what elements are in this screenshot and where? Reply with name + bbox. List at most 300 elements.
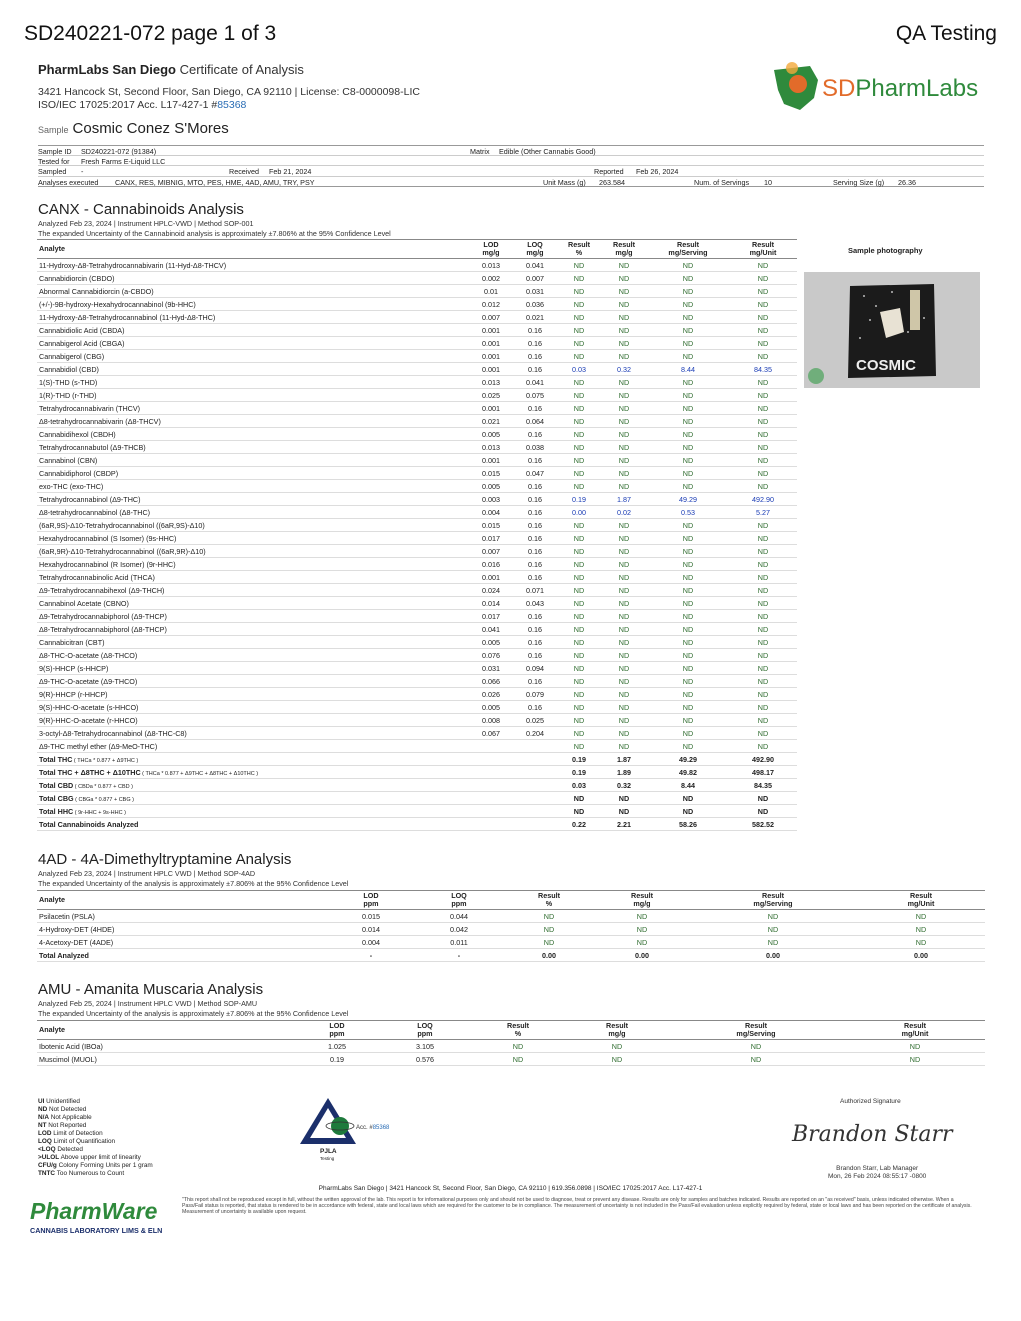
analyte-name: Psilacetin (PSLA)	[37, 910, 327, 923]
result-cell: ND	[557, 376, 601, 389]
total-value: ND	[601, 792, 647, 805]
result-cell: 0.043	[513, 597, 557, 610]
result-cell: 0.079	[513, 688, 557, 701]
total-value: 498.17	[729, 766, 797, 779]
reported-date: Feb 26, 2024	[636, 167, 679, 176]
analyte-name: Ibotenic Acid (IBOa)	[37, 1040, 293, 1053]
result-cell: 0.19	[293, 1053, 381, 1066]
sample-photography-label: Sample photography	[848, 246, 923, 255]
result-cell: ND	[601, 701, 647, 714]
table-row	[37, 298, 797, 311]
total-value: 1.89	[601, 766, 647, 779]
result-cell: ND	[647, 623, 729, 636]
result-cell: ND	[601, 571, 647, 584]
result-cell: 0.32	[601, 363, 647, 376]
total-label: Total CBD ( CBDa * 0.877 + CBD )	[37, 779, 469, 792]
page-title: SD240221-072 page 1 of 3	[24, 22, 277, 45]
legend-item: >ULOL Above upper limit of linearity	[38, 1154, 141, 1161]
result-cell: 0.16	[513, 636, 557, 649]
result-cell: ND	[601, 545, 647, 558]
result-cell: ND	[557, 545, 601, 558]
result-cell: ND	[729, 584, 797, 597]
num-servings: 10	[764, 177, 772, 187]
column-header: Result mg/g	[601, 240, 647, 259]
total-value: 0.22	[557, 818, 601, 831]
result-cell: 0.075	[513, 389, 557, 402]
result-cell: 0.008	[469, 714, 513, 727]
result-cell: ND	[729, 454, 797, 467]
column-header: LOQ ppm	[381, 1021, 469, 1040]
matrix: Edible (Other Cannabis Good)	[499, 147, 596, 156]
result-cell: ND	[647, 454, 729, 467]
result-cell: ND	[647, 610, 729, 623]
result-cell: 0.013	[469, 259, 513, 272]
total-formula: ( THCa * 0.877 + Δ9THC )	[72, 757, 139, 764]
result-cell: ND	[557, 714, 601, 727]
result-cell: ND	[729, 688, 797, 701]
result-cell: 0.026	[469, 688, 513, 701]
result-cell: 0.204	[513, 727, 557, 740]
table-row	[37, 259, 797, 272]
table-row	[37, 389, 797, 402]
result-cell: ND	[667, 1040, 845, 1053]
result-cell: 0.025	[513, 714, 557, 727]
column-header: Result %	[469, 1021, 567, 1040]
result-cell: ND	[557, 558, 601, 571]
total-formula: ( CBGa * 0.877 + CBG )	[73, 796, 134, 803]
result-cell: ND	[601, 480, 647, 493]
result-cell: 0.024	[469, 584, 513, 597]
result-cell: 0.16	[513, 363, 557, 376]
analyte-name: Cannabinol Acetate (CBNO)	[37, 597, 469, 610]
legend-item: NT Not Reported	[38, 1122, 87, 1129]
result-cell: ND	[567, 1040, 667, 1053]
result-cell: 0.031	[469, 662, 513, 675]
result-cell: ND	[557, 571, 601, 584]
result-cell: ND	[601, 727, 647, 740]
result-cell: ND	[729, 623, 797, 636]
analyte-name: Total Analyzed	[37, 949, 327, 962]
sdpharmlabs-logo	[770, 60, 990, 115]
analyte-name: Hexahydrocannabinol (S Isomer) (9s-HHC)	[37, 532, 469, 545]
column-header: Analyte	[37, 1021, 293, 1040]
result-cell: ND	[601, 415, 647, 428]
result-cell: ND	[557, 402, 601, 415]
result-cell: 0.001	[469, 363, 513, 376]
result-cell: 0.16	[513, 558, 557, 571]
result-cell: 0.16	[513, 454, 557, 467]
total-row	[37, 818, 797, 831]
table-row	[37, 441, 797, 454]
result-cell: 0.004	[469, 506, 513, 519]
result-cell: ND	[557, 467, 601, 480]
result-cell: ND	[729, 636, 797, 649]
analyte-name: 3-octyl-Δ8-Tetrahydrocannabinol (Δ8-THC-C8)	[37, 727, 469, 740]
result-cell: ND	[729, 701, 797, 714]
result-cell: ND	[601, 467, 647, 480]
result-cell: ND	[729, 285, 797, 298]
result-cell: 0.16	[513, 610, 557, 623]
table-row	[37, 558, 797, 571]
amu-analyzed: Analyzed Feb 25, 2024 | Instrument HPLC VWD | Method SOP-AMU	[38, 999, 258, 1008]
column-header: Result %	[557, 240, 601, 259]
result-cell: 3.105	[381, 1040, 469, 1053]
analyte-name: Cannabidiphorol (CBDP)	[37, 467, 469, 480]
result-cell: 0.16	[513, 545, 557, 558]
result-cell: ND	[729, 662, 797, 675]
result-cell: 1.025	[293, 1040, 381, 1053]
result-cell: ND	[557, 324, 601, 337]
total-row	[37, 753, 797, 766]
total-value: 8.44	[647, 779, 729, 792]
result-cell: ND	[557, 649, 601, 662]
result-cell: ND	[601, 272, 647, 285]
result-cell: 0.19	[557, 493, 601, 506]
result-cell: 0.001	[469, 402, 513, 415]
result-cell: 0.02	[601, 506, 647, 519]
result-cell: 492.90	[729, 493, 797, 506]
table-row	[37, 649, 797, 662]
signed-date: Mon, 26 Feb 2024 08:55:17 -0800	[828, 1173, 927, 1180]
result-cell: ND	[647, 402, 729, 415]
result-cell: ND	[557, 740, 601, 753]
table-row	[37, 480, 797, 493]
signature: Brandon Starr	[792, 1122, 953, 1147]
result-cell: ND	[689, 910, 857, 923]
total-value: ND	[601, 805, 647, 818]
result-cell: ND	[729, 350, 797, 363]
result-cell: ND	[729, 740, 797, 753]
result-cell: 49.29	[647, 493, 729, 506]
analyte-name: 1(S)-THD (s-THD)	[37, 376, 469, 389]
result-cell: 0.064	[513, 415, 557, 428]
sample-name: Cosmic Conez S'Mores	[72, 120, 229, 137]
result-cell: ND	[845, 1053, 985, 1066]
result-cell: 0.001	[469, 324, 513, 337]
fourad-results-table	[37, 890, 985, 962]
result-cell: ND	[647, 571, 729, 584]
result-cell: ND	[647, 597, 729, 610]
analyte-name: Δ9-THC methyl ether (Δ9-MeO-THC)	[37, 740, 469, 753]
table-row	[37, 493, 797, 506]
lab-name: PharmLabs San Diego	[38, 62, 176, 77]
table-row	[37, 662, 797, 675]
result-cell: 0.013	[469, 376, 513, 389]
result-cell: 0.00	[595, 949, 689, 962]
total-row	[37, 805, 797, 818]
result-cell: ND	[647, 285, 729, 298]
result-cell: ND	[557, 285, 601, 298]
result-cell: ND	[647, 311, 729, 324]
result-cell: ND	[557, 480, 601, 493]
result-cell: 0.16	[513, 623, 557, 636]
lab-header	[38, 62, 304, 77]
svg-text:Testing: Testing	[320, 1156, 335, 1161]
column-header: LOD mg/g	[469, 240, 513, 259]
table-row	[37, 1053, 985, 1066]
result-cell: ND	[601, 558, 647, 571]
result-cell: 0.015	[327, 910, 415, 923]
result-cell: 0.017	[469, 610, 513, 623]
legend-item: ND Not Detected	[38, 1106, 87, 1113]
sample-line: Sample Cosmic Conez S'Mores	[38, 120, 229, 137]
result-cell: ND	[601, 441, 647, 454]
result-cell: ND	[557, 337, 601, 350]
result-cell: ND	[729, 272, 797, 285]
result-cell: ND	[647, 480, 729, 493]
result-cell: ND	[857, 936, 985, 949]
result-cell: ND	[557, 727, 601, 740]
analyte-name: Abnormal Cannabidiorcin (a-CBDO)	[37, 285, 469, 298]
total-value: 84.35	[729, 779, 797, 792]
legend-item: N/A Not Applicable	[38, 1114, 92, 1121]
total-formula: ( CBDa * 0.877 + CBD )	[73, 783, 133, 790]
result-cell: 0.003	[469, 493, 513, 506]
result-cell: 0.011	[415, 936, 503, 949]
result-cell: 8.44	[647, 363, 729, 376]
result-cell: 0.021	[469, 415, 513, 428]
result-cell: 0.005	[469, 428, 513, 441]
result-cell: ND	[647, 324, 729, 337]
result-cell: ND	[845, 1040, 985, 1053]
legend-item: LOD Limit of Detection	[38, 1130, 103, 1137]
table-row	[37, 376, 797, 389]
sample-photo	[804, 272, 980, 388]
total-value: ND	[647, 792, 729, 805]
result-cell: 0.021	[513, 311, 557, 324]
result-cell: 0.012	[469, 298, 513, 311]
result-cell: 0.16	[513, 701, 557, 714]
fourad-uncertainty: The expanded Uncertainty of the analysis is approximately ±7.806% at the 95% Confidence Level	[38, 879, 349, 888]
result-cell: ND	[567, 1053, 667, 1066]
result-cell: ND	[729, 519, 797, 532]
result-cell: 0.005	[469, 636, 513, 649]
signer-name: Brandon Starr, Lab Manager	[836, 1165, 919, 1172]
column-header: Result mg/Unit	[857, 891, 985, 910]
result-cell: ND	[647, 337, 729, 350]
result-cell: -	[415, 949, 503, 962]
result-cell: ND	[601, 519, 647, 532]
received-date: Feb 21, 2024	[269, 167, 312, 176]
lab-address-block	[38, 86, 420, 112]
serving-size: 26.36	[898, 177, 916, 187]
table-row	[37, 688, 797, 701]
footer-address: PharmLabs San Diego | 3421 Hancock St, Second Floor, San Diego, CA 92110 | 619.356.0898 | ISO/IEC 17025:2017 Acc. L17-427-1	[318, 1185, 703, 1192]
result-cell: 0.16	[513, 519, 557, 532]
result-cell: ND	[729, 337, 797, 350]
sample-meta-table: Sample ID SD240221-072 (91384) Matrix Edible (Other Cannabis Good) Tested for Fresh Farms E-Liquid LLC Sampled - Received Feb 21, 2024 Reported Feb 26, 2024 Analyses executed CANX, RES, MIBNIG, MTO, PES, HME, 4AD, AMU, TRY, PSY Unit Mass (g) 263.584 Num. of Servings 10 Serving Size (g) 26.36	[38, 145, 984, 187]
result-cell: 0.025	[469, 389, 513, 402]
analyte-name: Δ9-Tetrahydrocannabihexol (Δ9-THCH)	[37, 584, 469, 597]
legend-item: TNTC Too Numerous to Count	[38, 1170, 125, 1177]
result-cell: 0.007	[513, 272, 557, 285]
result-cell: ND	[729, 259, 797, 272]
analyte-name: Δ8-THC-O-acetate (Δ8-THCO)	[37, 649, 469, 662]
result-cell: 0.041	[513, 376, 557, 389]
analyte-name: 4-Hydroxy-DET (4HDE)	[37, 923, 327, 936]
result-cell: ND	[557, 415, 601, 428]
column-header: Result mg/Unit	[729, 240, 797, 259]
total-row	[37, 779, 797, 792]
result-cell: ND	[647, 350, 729, 363]
fourad-title: 4AD - 4A-Dimethyltryptamine Analysis	[38, 851, 292, 868]
result-cell: ND	[729, 389, 797, 402]
result-cell: ND	[557, 688, 601, 701]
table-row	[37, 714, 797, 727]
result-cell: 0.066	[469, 675, 513, 688]
result-cell: 0.03	[557, 363, 601, 376]
total-value: 0.19	[557, 766, 601, 779]
result-cell: ND	[647, 519, 729, 532]
analyte-name: 4-Acetoxy-DET (4ADE)	[37, 936, 327, 949]
result-cell: ND	[601, 662, 647, 675]
total-formula: ( THCa * 0.877 + Δ9THC + Δ8THC + Δ10THC )	[140, 770, 259, 777]
analyses-executed: CANX, RES, MIBNIG, MTO, PES, HME, 4AD, AMU, TRY, PSY	[115, 177, 315, 187]
total-value: 0.03	[557, 779, 601, 792]
result-cell: ND	[857, 910, 985, 923]
iso-link[interactable]: 85368	[217, 99, 247, 111]
result-cell: 0.047	[513, 467, 557, 480]
svg-text:Acc. #85368: Acc. #85368	[356, 1125, 390, 1131]
tested-for: Fresh Farms E-Liquid LLC	[81, 156, 166, 166]
result-cell: 0.094	[513, 662, 557, 675]
analyte-name: (+/-)-9B-hydroxy-Hexahydrocannabinol (9b-HHC)	[37, 298, 469, 311]
result-cell: ND	[557, 532, 601, 545]
result-cell: ND	[729, 714, 797, 727]
result-cell: 0.16	[513, 337, 557, 350]
result-cell: -	[327, 949, 415, 962]
result-cell: 0.16	[513, 675, 557, 688]
result-cell: 0.036	[513, 298, 557, 311]
total-value: ND	[647, 805, 729, 818]
result-cell: ND	[729, 428, 797, 441]
result-cell: ND	[601, 311, 647, 324]
result-cell: 0.031	[513, 285, 557, 298]
canx-results-table	[37, 239, 797, 831]
analyte-name: Tetrahydrocannabivarin (THCV)	[37, 402, 469, 415]
analyte-name: Cannabidiol (CBD)	[37, 363, 469, 376]
analyte-name: Tetrahydrocannabinol (Δ9-THC)	[37, 493, 469, 506]
table-row	[37, 324, 797, 337]
result-cell: ND	[557, 389, 601, 402]
result-cell: ND	[729, 480, 797, 493]
svg-text:PJLA: PJLA	[320, 1148, 337, 1155]
column-header: Result mg/Unit	[845, 1021, 985, 1040]
result-cell: ND	[647, 714, 729, 727]
canx-analyzed: Analyzed Feb 23, 2024 | Instrument HPLC-VWD | Method SOP-001	[38, 219, 254, 228]
table-row	[37, 610, 797, 623]
amu-results-table	[37, 1020, 985, 1066]
result-cell: 0.001	[469, 571, 513, 584]
result-cell: 0.017	[469, 532, 513, 545]
result-cell: ND	[729, 571, 797, 584]
total-label: Total THC + Δ8THC + Δ10THC ( THCa * 0.877 + Δ9THC + Δ8THC + Δ10THC )	[37, 766, 469, 779]
total-row	[37, 949, 985, 962]
analyte-name: Cannabidiolic Acid (CBDA)	[37, 324, 469, 337]
table-row	[37, 923, 985, 936]
result-cell: ND	[729, 467, 797, 480]
result-cell: ND	[595, 936, 689, 949]
result-cell: ND	[469, 1053, 567, 1066]
result-cell: 0.16	[513, 506, 557, 519]
analyte-name: 9(R)-HHCP (r-HHCP)	[37, 688, 469, 701]
result-cell: ND	[729, 415, 797, 428]
result-cell: ND	[557, 298, 601, 311]
total-label: Total THC ( THCa * 0.877 + Δ9THC )	[37, 753, 469, 766]
table-row	[37, 454, 797, 467]
sample-id: SD240221-072 (91384)	[81, 147, 157, 156]
result-cell: ND	[601, 259, 647, 272]
table-row	[37, 623, 797, 636]
result-cell: ND	[647, 727, 729, 740]
result-cell: 0.576	[381, 1053, 469, 1066]
result-cell: 0.16	[513, 480, 557, 493]
result-cell: ND	[557, 701, 601, 714]
result-cell: ND	[647, 558, 729, 571]
total-value: ND	[557, 792, 601, 805]
analyte-name: Δ8-tetrahydrocannabinol (Δ8-THC)	[37, 506, 469, 519]
svg-text:PharmWare: PharmWare	[30, 1198, 158, 1224]
result-cell: ND	[601, 402, 647, 415]
total-value: 49.29	[647, 753, 729, 766]
analyte-name: Cannabicitran (CBT)	[37, 636, 469, 649]
result-cell: 5.27	[729, 506, 797, 519]
legend-item: CFU/g Colony Forming Units per 1 gram	[38, 1162, 153, 1169]
result-cell: 0.067	[469, 727, 513, 740]
result-cell: ND	[729, 727, 797, 740]
table-row	[37, 311, 797, 324]
total-value: 1.87	[601, 753, 647, 766]
column-header: Result mg/Serving	[667, 1021, 845, 1040]
column-header: Result mg/Serving	[647, 240, 729, 259]
result-cell: 0.16	[513, 571, 557, 584]
column-header: Result mg/Serving	[689, 891, 857, 910]
result-cell: ND	[729, 298, 797, 311]
result-cell: 0.014	[327, 923, 415, 936]
result-cell: 0.014	[469, 597, 513, 610]
result-cell: ND	[503, 936, 595, 949]
result-cell: 0.038	[513, 441, 557, 454]
result-cell: ND	[729, 649, 797, 662]
result-cell: ND	[557, 662, 601, 675]
result-cell: ND	[647, 740, 729, 753]
result-cell: ND	[557, 597, 601, 610]
table-row	[37, 545, 797, 558]
result-cell: ND	[729, 545, 797, 558]
result-cell: ND	[601, 688, 647, 701]
result-cell: 0.00	[557, 506, 601, 519]
analyte-name: 9(S)-HHC-O-acetate (s-HHCO)	[37, 701, 469, 714]
result-cell: ND	[557, 311, 601, 324]
result-cell: 0.16	[513, 402, 557, 415]
result-cell: 0.007	[469, 311, 513, 324]
analyte-name: 1(R)-THD (r-THD)	[37, 389, 469, 402]
result-cell: ND	[469, 1040, 567, 1053]
result-cell: ND	[729, 311, 797, 324]
table-row	[37, 363, 797, 376]
analyte-name: Cannabinol (CBN)	[37, 454, 469, 467]
pharmware-logo	[30, 1195, 170, 1239]
amu-uncertainty: The expanded Uncertainty of the analysis is approximately ±7.806% at the 95% Confidence Level	[38, 1009, 349, 1018]
column-header: LOD ppm	[327, 891, 415, 910]
authorized-signature-label: Authorized Signature	[840, 1098, 901, 1105]
result-cell: 0.005	[469, 701, 513, 714]
result-cell: ND	[557, 441, 601, 454]
total-value: ND	[729, 792, 797, 805]
result-cell: 1.87	[601, 493, 647, 506]
table-row	[37, 506, 797, 519]
result-cell: ND	[857, 923, 985, 936]
